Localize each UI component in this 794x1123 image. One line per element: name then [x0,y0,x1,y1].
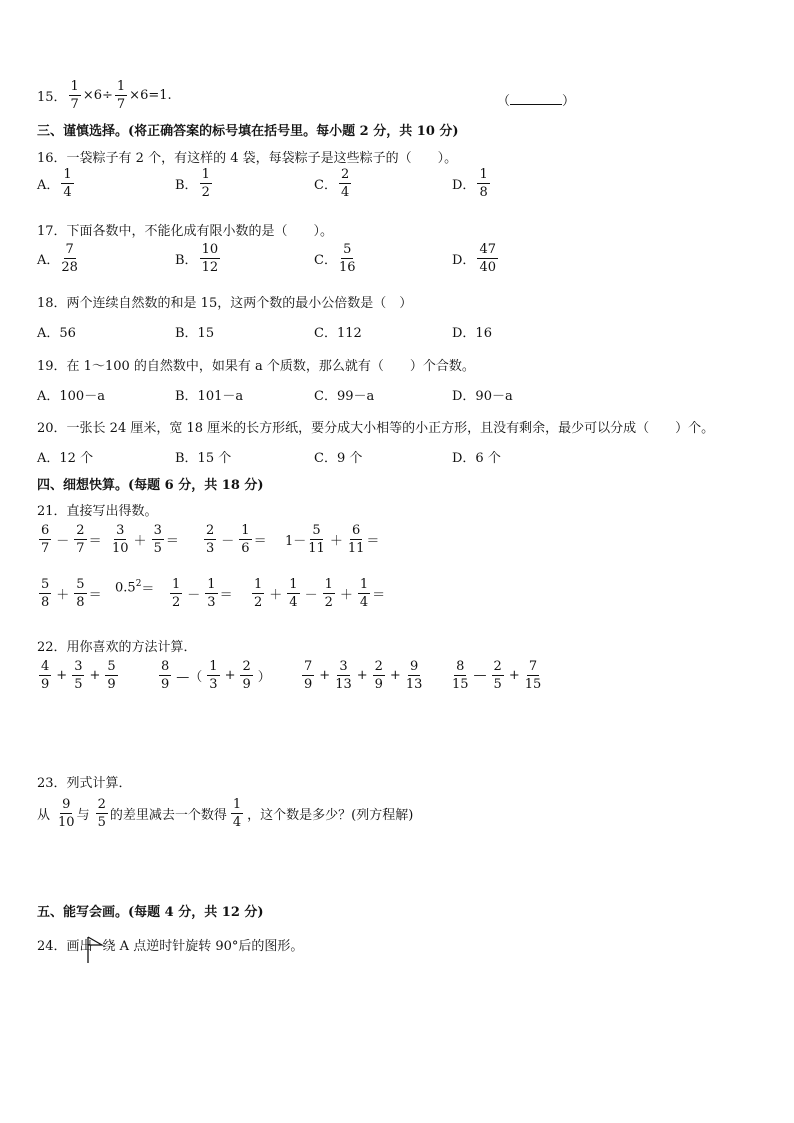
expr-operator: —（ [176,670,203,685]
expr-operator: ＋ [329,534,343,549]
numerator: 4 [41,659,50,674]
expr-operator: — [473,668,487,683]
option-fraction [477,243,498,274]
numerator: 7 [528,659,538,674]
numerator: 47 [479,242,496,257]
denominator: 8 [479,185,488,200]
option-fraction [200,168,212,199]
expr-operator: + [319,668,331,683]
option-fraction [61,243,78,274]
numerator: 1 [63,167,72,182]
denominator: 7 [76,541,85,556]
expr-fraction [72,660,84,691]
numerator: 1 [209,659,218,674]
q18-option-c: C．112 [314,326,362,341]
denominator: 2 [324,595,333,610]
numerator: 6 [351,523,361,538]
q20-option-a: A．12 个 [37,451,94,466]
section-3-title: 三、谨慎选择。(将正确答案的标号填在括号里。每小题 2 分，共 10 分) [37,124,459,139]
q17-option-c [314,243,358,274]
q22-expression [37,660,120,691]
expr-fraction [105,660,117,691]
q24-line: 24．画出 绕 A 点逆时针旋转 90°后的图形。 [37,930,303,958]
numerator: 5 [76,577,85,592]
q21-expression [110,524,179,555]
expr-fraction [39,660,51,691]
q19-stem: 19．在 1～100 的自然数中，如果有 a 个质数，那么就有（ ）个合数。 [37,359,475,374]
option-fraction [339,168,351,199]
section-5-title: 五、能写会画。(每题 4 分，共 12 分) [37,905,264,920]
q21-expression [37,524,102,555]
q23-body: 从 $\frac{9}{10}$ 与 $\frac{2}{5}$ 的差里减去一个数得 $\frac{1}{4}$ ，这个数是多少？(列方程解) [37,797,414,830]
denominator: 6 [241,541,250,556]
expr-fraction [406,660,423,691]
option-label: B． [175,253,198,268]
denominator: 5 [74,677,83,692]
q15-fraction-1: $\frac{1}{7}$ [70,79,79,112]
expr-equals: ＝ [253,534,267,549]
expr-equals: ＝ [141,582,155,597]
denominator: 2 [201,185,210,200]
numerator: 1 [359,577,369,592]
expr-text: $0.5^2$ [115,579,142,596]
q21-expression [202,524,267,555]
denominator: 15 [524,677,542,692]
denominator: 10 [112,541,129,556]
q15-tail: ×6=1. [129,88,172,103]
expr-fraction [525,660,542,691]
denominator: 9 [304,677,313,692]
expr-fraction [239,524,251,555]
denominator: 4 [359,595,369,610]
expr-fraction [207,660,219,691]
option-label: D． [452,178,476,193]
expr-operator: － [187,588,201,603]
q23-fraction-1: $\frac{9}{10}$ [58,797,75,830]
q22-expression [450,660,543,691]
expr-fraction [39,524,51,555]
q20-stem: 20．一张长 24 厘米，宽 18 厘米的长方形纸，要分成大小相等的小正方形，且没有剩余，最少可以分成（ ）个。 [37,421,715,436]
expr-fraction [348,524,365,555]
q22-expression [157,660,274,691]
numerator: 6 [41,523,50,538]
q16-option-c [314,168,353,199]
q16-option-a [37,168,76,199]
q15-fraction-2: $\frac{1}{7}$ [116,79,126,112]
q23-stem: 23．列式计算． [37,776,132,791]
q15-answer-blank[interactable]: （ ） [497,94,576,109]
numerator: 3 [116,523,125,538]
expr-operator: + [89,668,101,683]
expr-equals: ＝ [88,534,102,549]
numerator: 3 [339,659,348,674]
numerator: 1 [289,577,298,592]
expr-lead: 1－ [285,534,307,549]
expr-operator: ＋ [269,588,283,603]
numerator: 2 [374,659,383,674]
option-label: C． [314,253,337,268]
q20-option-d: D．6 个 [452,451,501,466]
option-label: A． [37,253,60,268]
expr-operator: ＋ [133,534,147,549]
denominator: 4 [340,185,350,200]
numerator: 9 [409,659,419,674]
numerator: 5 [41,577,50,592]
denominator: 9 [242,677,251,692]
q16-stem: 16．一袋粽子有 2 个，有这样的 4 袋，每袋粽子是这些粽子的（ ）。 [37,151,458,166]
denominator: 4 [63,185,72,200]
option-label: B． [175,178,198,193]
expr-operator: + [356,668,368,683]
expr-fraction [358,578,370,609]
q20-option-c: C．9 个 [314,451,363,466]
numerator: 3 [153,523,162,538]
expr-fraction [308,524,325,555]
expr-fraction [492,660,504,691]
denominator: 8 [76,595,85,610]
q18-option-b: B．15 [175,326,215,341]
numerator: 2 [340,167,350,182]
q15-mid: ×6÷ [82,88,113,103]
q17-option-d [452,243,500,274]
denominator: 12 [201,260,219,275]
numerator: 1 [254,577,263,592]
expr-equals: ＝ [88,588,102,603]
expr-equals: ＝ [366,534,380,549]
expr-fraction [252,578,264,609]
expr-operator: + [389,668,401,683]
expr-fraction [323,578,335,609]
denominator: 7 [41,541,50,556]
expr-sup: 2 [135,579,142,590]
numerator: 1 [201,167,210,182]
expr-equals: ＝ [165,534,179,549]
denominator: 8 [41,595,50,610]
section-4-title: 四、细想快算。(每题 6 分，共 18 分) [37,478,264,493]
numerator: 2 [76,523,85,538]
expr-fraction [204,524,216,555]
numerator: 2 [493,659,502,674]
expr-operator: + [508,668,520,683]
denominator: 5 [493,677,502,692]
option-fraction [477,168,489,199]
denominator: 9 [107,677,116,692]
option-label: C． [314,178,337,193]
denominator: 13 [335,677,352,692]
flag-figure [85,936,105,964]
expr-operator: － [56,534,70,549]
denominator: 9 [161,677,170,692]
denominator: 3 [207,595,216,610]
expr-operator: + [56,668,68,683]
denominator: 4 [289,595,298,610]
denominator: 3 [209,677,218,692]
expr-operator: － [304,588,318,603]
expr-equals: ＝ [219,588,233,603]
numerator: 1 [241,523,250,538]
q17-option-b [175,243,222,274]
expr-fraction [159,660,171,691]
option-label: A． [37,178,60,193]
denominator: 28 [61,260,78,275]
q15-number: 15． [37,90,67,105]
q21-expression [285,524,379,555]
expr-operator: + [224,668,236,683]
expr-equals: ＝ [372,588,386,603]
expr-operator: ＋ [56,588,70,603]
option-fraction [200,243,221,274]
expr-operator: － [221,534,235,549]
numerator: 3 [74,659,83,674]
denominator: 40 [479,260,496,275]
denominator: 11 [308,541,325,556]
denominator: 3 [206,541,215,556]
denominator: 2 [254,595,263,610]
denominator: 16 [338,260,356,275]
q21-expression [37,578,102,609]
expr-operator: ） [257,670,271,685]
q18-option-a: A．56 [37,326,76,341]
expr-fraction [74,578,86,609]
q21-expression [250,578,385,609]
q23-fraction-3: $\frac{1}{4}$ [232,797,242,830]
numerator: 10 [201,242,219,257]
q22-stem: 22．用你喜欢的方法计算． [37,640,197,655]
option-label: D． [452,253,476,268]
q22-expression [300,660,424,691]
expr-fraction [302,660,314,691]
expr-fraction [452,660,469,691]
expr-fraction [287,578,299,609]
expr-fraction [240,660,252,691]
numerator: 2 [242,659,251,674]
q19-option-a: A．100－a [37,389,105,404]
expr-fraction [205,578,217,609]
q18-option-d: D．16 [452,326,492,341]
q19-option-c: C．99－a [314,389,375,404]
denominator: 5 [153,541,162,556]
denominator: 9 [41,677,50,692]
q15-line [37,80,172,111]
expr-fraction [170,578,182,609]
numerator: 1 [479,167,488,182]
numerator: 8 [161,659,170,674]
numerator: 5 [343,242,352,257]
numerator: 1 [207,577,216,592]
q16-option-d [452,168,492,199]
q21-expression [168,578,233,609]
denominator: 15 [452,677,469,692]
denominator: 2 [172,595,181,610]
expr-fraction [112,524,129,555]
denominator: 11 [347,541,365,556]
q19-option-d: D．90－a [452,389,513,404]
expr-fraction [152,524,164,555]
q16-option-b [175,168,214,199]
option-fraction [61,168,73,199]
denominator: 13 [405,677,423,692]
q17-stem: 17．下面各数中，不能化成有限小数的是（ ）。 [37,224,334,239]
numerator: 2 [206,523,215,538]
q18-stem: 18．两个连续自然数的和是 15，这两个数的最小公倍数是（ ） [37,296,413,311]
q21-expression [115,578,154,597]
option-fraction [339,243,356,274]
q23-fraction-2: $\frac{2}{5}$ [97,797,106,830]
numerator: 1 [324,577,333,592]
expr-fraction [373,660,385,691]
q21-stem: 21．直接写出得数。 [37,504,158,519]
denominator: 9 [374,677,383,692]
expr-fraction [335,660,352,691]
q19-option-b: B．101－a [175,389,244,404]
numerator: 5 [107,659,116,674]
numerator: 1 [172,577,181,592]
expr-operator: ＋ [339,588,353,603]
numerator: 8 [456,659,465,674]
q20-option-b: B．15 个 [175,451,232,466]
expr-fraction [74,524,86,555]
numerator: 7 [304,659,313,674]
numerator: 7 [65,242,74,257]
numerator: 5 [312,523,321,538]
q17-option-a [37,243,80,274]
expr-fraction [39,578,51,609]
